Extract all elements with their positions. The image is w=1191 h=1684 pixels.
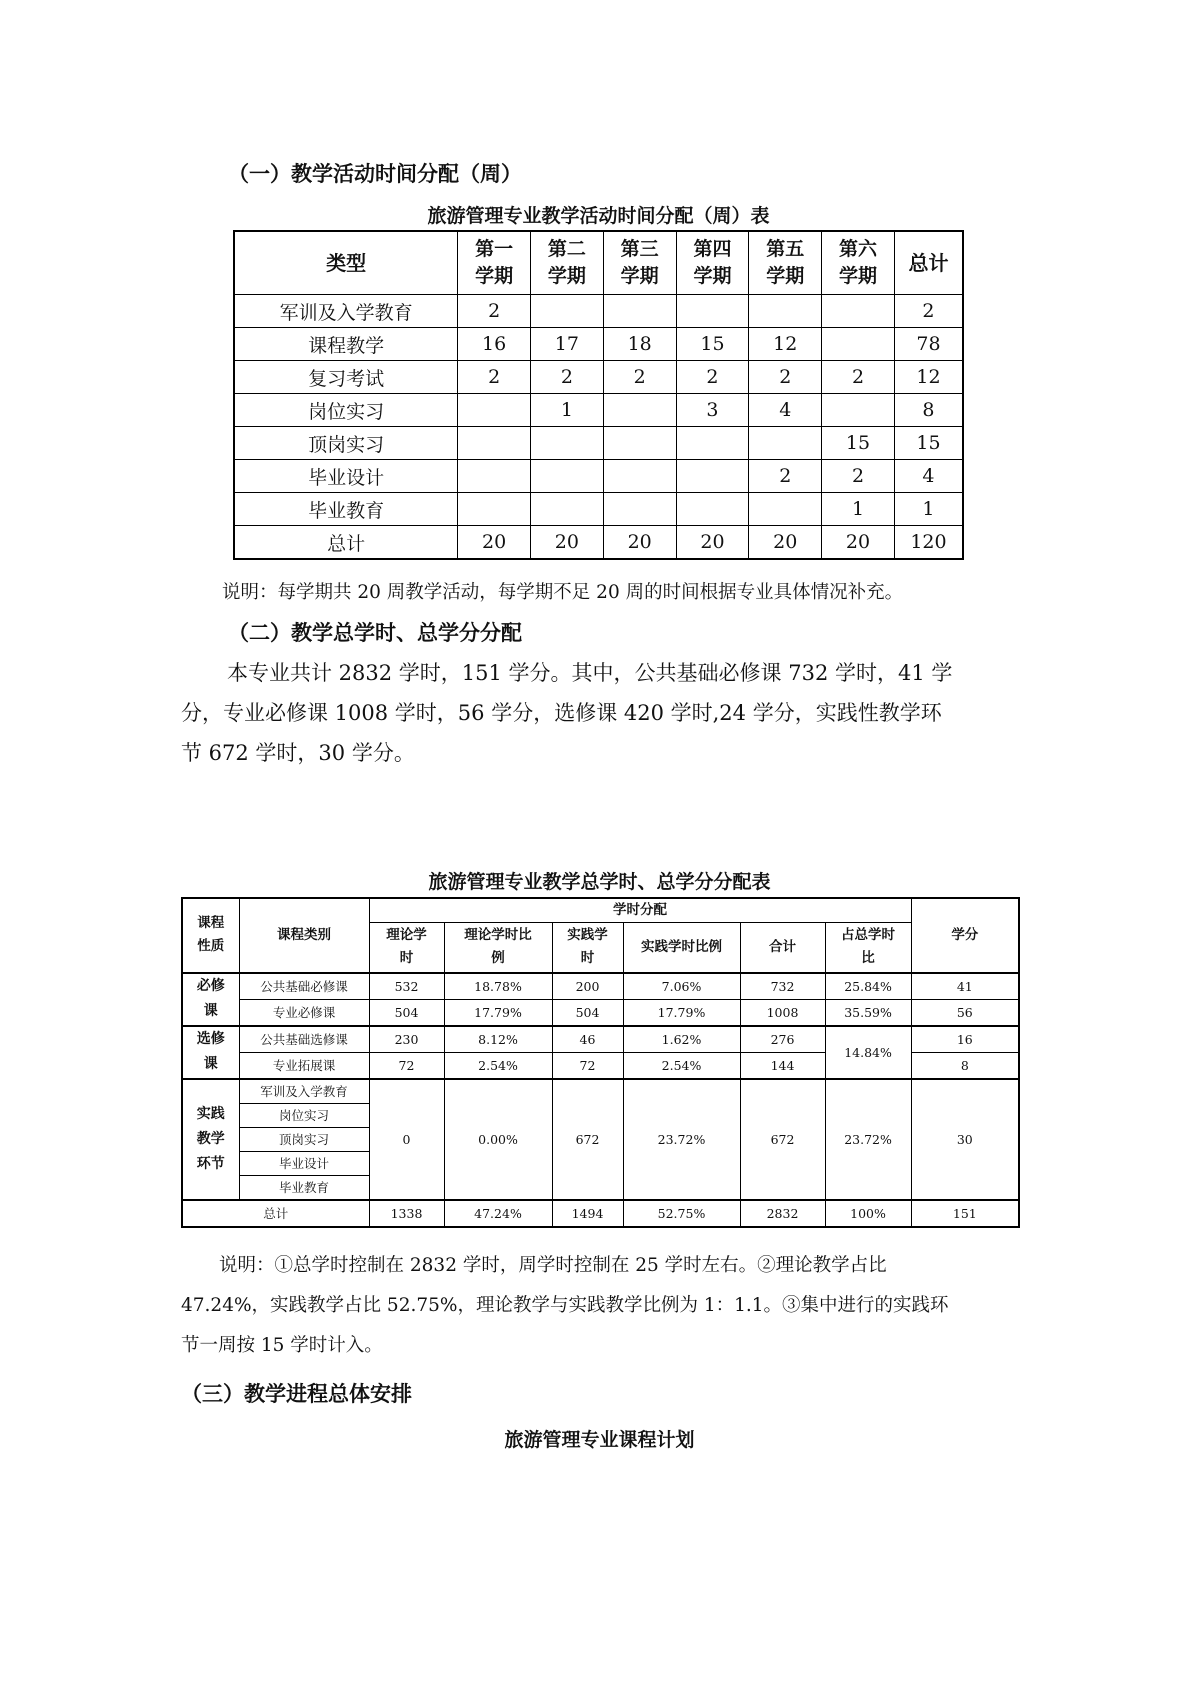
cell xyxy=(603,394,676,427)
credit-hours-table xyxy=(181,897,1020,1228)
cell: 504 xyxy=(552,999,623,1026)
cell: 200 xyxy=(552,973,623,1000)
cell: 2 xyxy=(531,361,604,394)
cell xyxy=(531,493,604,526)
note-line: 47.24%，实践教学占比 52.75%，理论教学与实践教学比例为 1：1.1。③集中进行的实践环 xyxy=(181,1295,949,1316)
table-row xyxy=(234,526,963,560)
cell: 20 xyxy=(458,526,531,560)
cell: 15 xyxy=(676,328,749,361)
cell: 20 xyxy=(822,526,895,560)
cell: 2 xyxy=(822,361,895,394)
cell: 41 xyxy=(911,973,1019,1000)
cell: 0 xyxy=(369,1079,444,1200)
cell: 1 xyxy=(894,493,963,526)
table-row xyxy=(234,328,963,361)
cell xyxy=(676,427,749,460)
cell: 2.54% xyxy=(444,1052,552,1079)
cell: 2 xyxy=(676,361,749,394)
cell xyxy=(676,295,749,328)
cell: 顶岗实习 xyxy=(239,1127,369,1151)
cell xyxy=(749,493,822,526)
table-row xyxy=(182,1026,1019,1053)
table1-header-row xyxy=(234,231,963,295)
cell: 35.59% xyxy=(825,999,911,1026)
table-row xyxy=(234,394,963,427)
cell: 17.79% xyxy=(623,999,740,1026)
section3-heading: （三）教学进程总体安排 xyxy=(181,1382,412,1406)
cell: 17.79% xyxy=(444,999,552,1026)
cell: 20 xyxy=(749,526,822,560)
cell xyxy=(603,427,676,460)
cell: 23.72% xyxy=(623,1079,740,1200)
table-row xyxy=(234,361,963,394)
cell: 4 xyxy=(894,460,963,493)
header-total: 总计 xyxy=(894,231,963,295)
subheader-total: 合计 xyxy=(740,923,825,973)
cell: 17 xyxy=(531,328,604,361)
table-row xyxy=(182,999,1019,1026)
row-label: 毕业设计 xyxy=(234,460,458,493)
activity-time-table xyxy=(233,230,964,560)
cell: 504 xyxy=(369,999,444,1026)
cell: 732 xyxy=(740,973,825,1000)
row-label: 复习考试 xyxy=(234,361,458,394)
note-line: 节一周按 15 学时计入。 xyxy=(181,1335,383,1356)
note-line: 说明：①总学时控制在 2832 学时，周学时控制在 25 学时左右。②理论教学占比 xyxy=(219,1255,887,1276)
header-allocation: 学时分配 xyxy=(369,898,911,923)
cell: 23.72% xyxy=(825,1079,911,1200)
cell: 2.54% xyxy=(623,1052,740,1079)
cell: 军训及入学教育 xyxy=(239,1079,369,1104)
header-semester: 第六 学期 xyxy=(822,231,895,295)
section2-heading: （二）教学总学时、总学分分配 xyxy=(228,621,522,645)
group-label-elective: 选修 课 xyxy=(182,1026,239,1079)
cell: 专业必修课 xyxy=(239,999,369,1026)
cell: 0.00% xyxy=(444,1079,552,1200)
cell: 2 xyxy=(822,460,895,493)
cell: 230 xyxy=(369,1026,444,1053)
table-row xyxy=(234,427,963,460)
cell: 1 xyxy=(531,394,604,427)
cell: 毕业设计 xyxy=(239,1151,369,1175)
cell: 18.78% xyxy=(444,973,552,1000)
cell: 46 xyxy=(552,1026,623,1053)
cell: 25.84% xyxy=(825,973,911,1000)
cell xyxy=(603,493,676,526)
cell xyxy=(676,460,749,493)
cell: 72 xyxy=(552,1052,623,1079)
cell: 1 xyxy=(822,493,895,526)
cell: 532 xyxy=(369,973,444,1000)
cell: 276 xyxy=(740,1026,825,1053)
cell: 72 xyxy=(369,1052,444,1079)
cell: 47.24% xyxy=(444,1200,552,1227)
cell: 20 xyxy=(603,526,676,560)
row-label: 军训及入学教育 xyxy=(234,295,458,328)
paragraph-line: 节 672 学时，30 学分。 xyxy=(181,741,415,765)
cell: 120 xyxy=(894,526,963,560)
cell xyxy=(458,460,531,493)
cell: 2 xyxy=(894,295,963,328)
section2-paragraph xyxy=(181,653,1021,773)
cell: 公共基础选修课 xyxy=(239,1026,369,1053)
cell: 毕业教育 xyxy=(239,1175,369,1200)
cell: 15 xyxy=(894,427,963,460)
cell xyxy=(458,493,531,526)
cell: 2 xyxy=(458,295,531,328)
cell: 8 xyxy=(911,1052,1019,1079)
header-nature: 课程 性质 xyxy=(182,898,239,973)
cell xyxy=(822,394,895,427)
header-semester: 第二 学期 xyxy=(531,231,604,295)
cell: 15 xyxy=(822,427,895,460)
cell: 1008 xyxy=(740,999,825,1026)
subheader-theory-hours: 理论学 时 xyxy=(369,923,444,973)
cell: 52.75% xyxy=(623,1200,740,1227)
cell: 公共基础必修课 xyxy=(239,973,369,1000)
header-category: 课程类别 xyxy=(239,898,369,973)
cell: 3 xyxy=(676,394,749,427)
cell: 78 xyxy=(894,328,963,361)
cell xyxy=(676,493,749,526)
cell: 7.06% xyxy=(623,973,740,1000)
cell: 1338 xyxy=(369,1200,444,1227)
table-row xyxy=(234,493,963,526)
subheader-share: 占总学时 比 xyxy=(825,923,911,973)
table-row xyxy=(234,460,963,493)
cell: 672 xyxy=(552,1079,623,1200)
cell: 总计 xyxy=(182,1200,369,1227)
cell: 8.12% xyxy=(444,1026,552,1053)
header-type: 类型 xyxy=(234,231,458,295)
cell: 2 xyxy=(749,460,822,493)
cell xyxy=(603,295,676,328)
table-row xyxy=(234,295,963,328)
header-credit: 学分 xyxy=(911,898,1019,973)
subheader-practice-ratio: 实践学时比例 xyxy=(623,923,740,973)
header-semester: 第四 学期 xyxy=(676,231,749,295)
table-row xyxy=(182,973,1019,1000)
section3-caption: 旅游管理专业课程计划 xyxy=(504,1429,695,1451)
cell: 100% xyxy=(825,1200,911,1227)
cell: 12 xyxy=(749,328,822,361)
table-row xyxy=(182,1079,1019,1104)
cell: 2832 xyxy=(740,1200,825,1227)
group-label-practice: 实践 教学 环节 xyxy=(182,1079,239,1200)
cell: 56 xyxy=(911,999,1019,1026)
cell: 2 xyxy=(749,361,822,394)
table1-caption: 旅游管理专业教学活动时间分配（周）表 xyxy=(427,205,770,227)
cell: 20 xyxy=(676,526,749,560)
subheader-theory-ratio: 理论学时比 例 xyxy=(444,923,552,973)
cell: 30 xyxy=(911,1079,1019,1200)
cell: 144 xyxy=(740,1052,825,1079)
row-label: 毕业教育 xyxy=(234,493,458,526)
cell xyxy=(531,295,604,328)
cell: 672 xyxy=(740,1079,825,1200)
cell xyxy=(749,295,822,328)
subheader-practice-hours: 实践学 时 xyxy=(552,923,623,973)
header-semester: 第三 学期 xyxy=(603,231,676,295)
group-label-required: 必修 课 xyxy=(182,973,239,1026)
row-label: 岗位实习 xyxy=(234,394,458,427)
header-semester: 第五 学期 xyxy=(749,231,822,295)
cell xyxy=(531,427,604,460)
paragraph-line: 分，专业必修课 1008 学时，56 学分，选修课 420 学时,24 学分，实践性教学环 xyxy=(181,701,942,725)
cell: 20 xyxy=(531,526,604,560)
table2-note xyxy=(181,1246,1021,1366)
cell: 2 xyxy=(603,361,676,394)
cell: 12 xyxy=(894,361,963,394)
row-label: 总计 xyxy=(234,526,458,560)
cell-elective-share: 14.84% xyxy=(825,1026,911,1079)
cell xyxy=(458,427,531,460)
cell xyxy=(603,460,676,493)
table1-note: 说明：每学期共 20 周教学活动，每学期不足 20 周的时间根据专业具体情况补充。 xyxy=(222,582,904,603)
cell: 2 xyxy=(458,361,531,394)
cell: 18 xyxy=(603,328,676,361)
cell: 16 xyxy=(911,1026,1019,1053)
row-label: 顶岗实习 xyxy=(234,427,458,460)
cell xyxy=(749,427,822,460)
table-total-row xyxy=(182,1200,1019,1227)
cell: 4 xyxy=(749,394,822,427)
paragraph-line: 本专业共计 2832 学时，151 学分。其中，公共基础必修课 732 学时，41 学 xyxy=(227,661,953,685)
cell xyxy=(458,394,531,427)
cell xyxy=(822,295,895,328)
row-label: 课程教学 xyxy=(234,328,458,361)
cell: 1.62% xyxy=(623,1026,740,1053)
cell: 16 xyxy=(458,328,531,361)
cell: 岗位实习 xyxy=(239,1103,369,1127)
header-semester: 第一 学期 xyxy=(458,231,531,295)
section1-heading: （一）教学活动时间分配（周） xyxy=(228,162,522,186)
cell: 1494 xyxy=(552,1200,623,1227)
table2-caption: 旅游管理专业教学总学时、总学分分配表 xyxy=(428,871,771,893)
cell xyxy=(822,328,895,361)
cell: 8 xyxy=(894,394,963,427)
cell xyxy=(531,460,604,493)
cell: 151 xyxy=(911,1200,1019,1227)
cell: 专业拓展课 xyxy=(239,1052,369,1079)
